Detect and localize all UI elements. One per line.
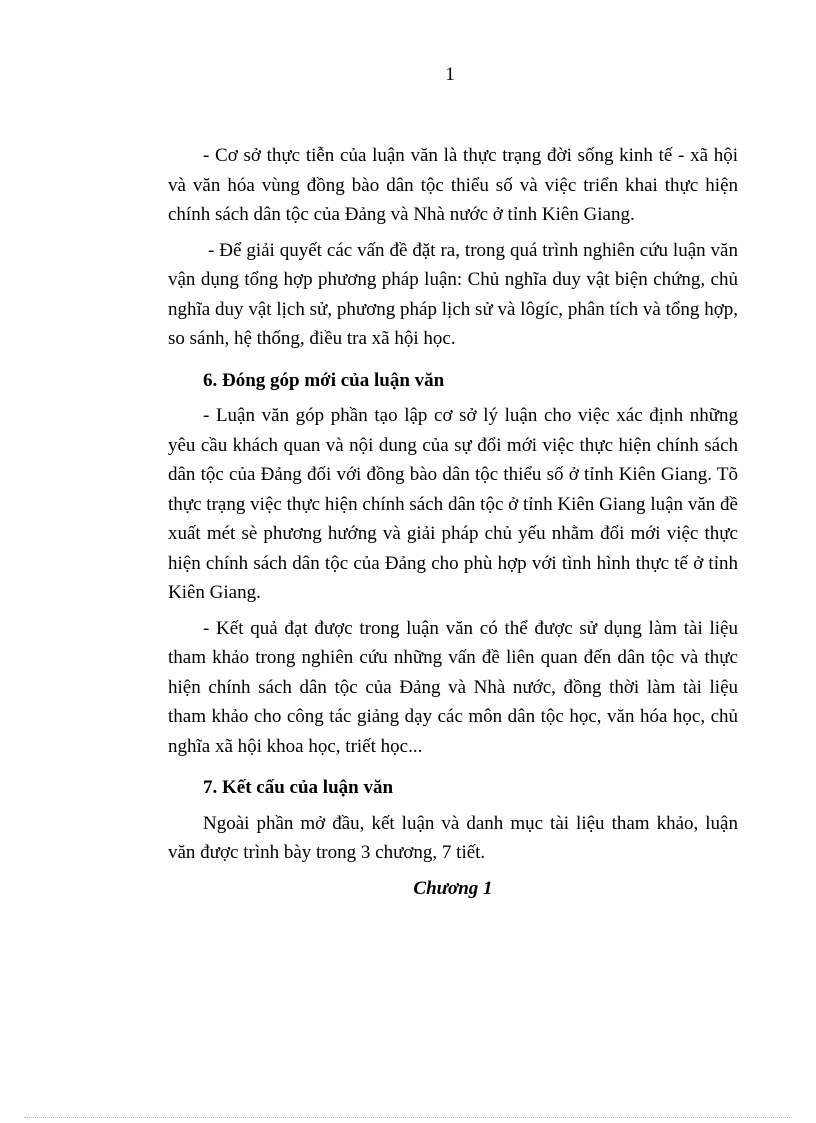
paragraph-contribution-2: - Kết quả đạt được trong luận văn có thể được sử dụng làm tài liệu tham khảo trong nghiên cứu những vấn đề liên quan đến dân tộc và thực hiện chính sách dân tộc của Đảng và Nhà nước, đồng thời làm tài liệu tham khảo cho công tác giảng dạy các môn dân tộc học, văn hóa học, chủ nghĩa xã hội khoa học, triết học... [168, 617, 738, 757]
paragraph-structure: Ngoài phần mở đầu, kết luận và danh mục tài liệu tham khảo, luận văn được trình bày trong 3 chương, 7 tiết. [168, 812, 738, 863]
page-bottom-divider [24, 1117, 792, 1118]
paragraph-practical-basis: - Cơ sở thực tiễn của luận văn là thực trạng đời sống kinh tế - xã hội và văn hóa vùng đồng bào dân tộc thiểu số và việc triển khai thực hiện chính sách dân tộc của Đảng và Nhà nước ở tỉnh Kiên Giang. [168, 145, 738, 225]
paragraph-methodology: - Để giải quyết các vấn đề đặt ra, trong quá trình nghiên cứu luận văn vận dụng tổng hợp phương pháp luận: Chủ nghĩa duy vật biện chứng, chủ nghĩa duy vật lịch sử, phương pháp lịch sử và lôgíc, phân tích và tổng hợp, so sánh, hệ thống, điều tra xã hội học. [168, 239, 738, 349]
document-body [168, 141, 738, 903]
page-number: 1 [445, 64, 455, 85]
section-heading-new-contributions: 6. Đóng góp mới của luận văn [203, 369, 445, 391]
section-heading-structure: 7. Kết cấu của luận văn [203, 777, 394, 798]
chapter-title: Chương 1 [413, 877, 493, 899]
paragraph-contribution-1: - Luận văn góp phần tạo lập cơ sở lý luận cho việc xác định những yêu cầu khách quan và nội dung của sự đổi mới việc thực hiện chính sách dân tộc của Đảng đối với đồng bào dân tộc thiểu số ở tỉnh Kiên Giang. Tõ thực trạng việc thực hiện chính sách dân tộc ở tỉnh Kiên Giang luận văn đề xuất mét sè phương hướng và giải pháp chủ yếu nhằm đổi mới việc thực hiện chính sách dân tộc của Đảng cho phù hợp với tình hình thực tế ở tỉnh Kiên Giang. [168, 405, 738, 603]
